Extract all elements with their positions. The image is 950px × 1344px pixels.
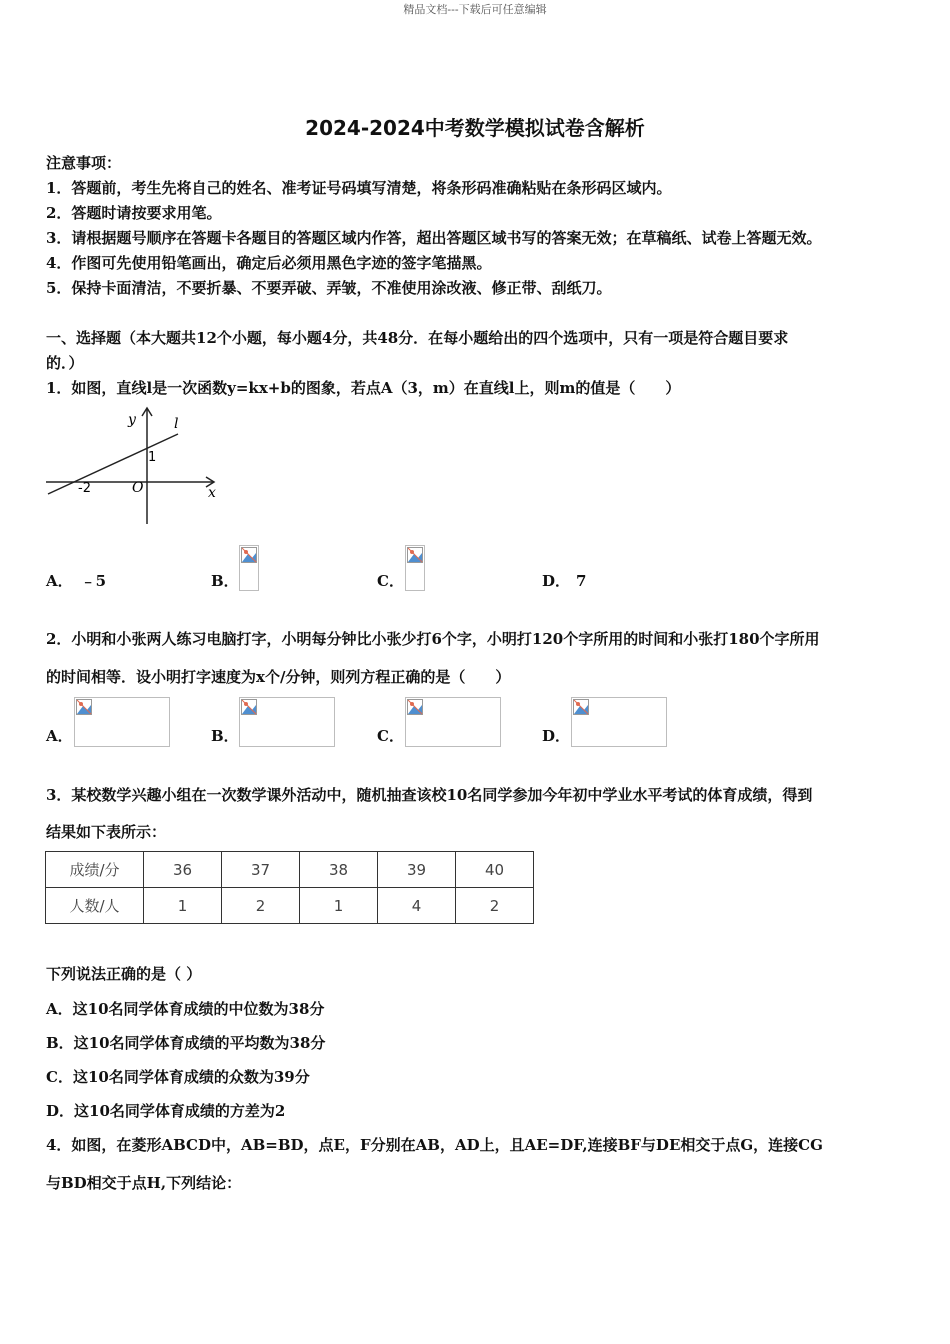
origin-label: O [132, 480, 144, 496]
table-cell: 1 [300, 888, 378, 924]
table-row [46, 852, 534, 888]
y-axis-label: y [128, 412, 136, 428]
table-cell: 成绩/分 [46, 852, 144, 888]
q2-option-b-image [239, 697, 335, 747]
q3-choice-d: D．这10名同学体育成绩的方差为2 [46, 1102, 286, 1120]
q3-choice-a: A．这10名同学体育成绩的中位数为38分 [46, 1000, 325, 1018]
table-cell: 2 [222, 888, 300, 924]
broken-image-icon [407, 547, 423, 563]
option-label: D． [542, 572, 571, 590]
notice-item: 5．保持卡面清洁，不要折暴、不要弄破、弄皱，不准使用涂改液、修正带、刮纸刀。 [46, 279, 612, 297]
section-heading-cont: 的．） [46, 354, 84, 372]
q1-option-c-label: C． [377, 572, 404, 590]
question-2-stem-cont: 的时间相等．设小明打字速度为x个/分钟，则列方程正确的是（ ） [46, 668, 511, 686]
option-text: ﹣5 [80, 572, 107, 590]
question-3-stem: 3．某校数学兴趣小组在一次数学课外活动中，随机抽查该校10名同学参加今年初中学业水平考试的体育成绩，得到 [46, 786, 813, 804]
section-heading: 一、选择题（本大题共12个小题，每小题4分，共48分．在每小题给出的四个选项中，只有一项是符合题目要求 [46, 329, 789, 347]
q2-option-d-label: D． [542, 727, 571, 745]
question-4-stem-cont: 与BD相交于点H,下列结论： [46, 1174, 242, 1192]
broken-image-icon [76, 699, 92, 715]
notice-item: 1．答题前，考生先将自己的姓名、准考证号码填写清楚，将条形码准确粘贴在条形码区域内。 [46, 179, 672, 197]
q1-option-c-image [405, 545, 425, 591]
table-cell: 40 [456, 852, 534, 888]
table-cell: 37 [222, 852, 300, 888]
question-4-stem: 4．如图，在菱形ABCD中，AB=BD，点E，F分别在AB，AD上，且AE=DF,连接BF与DE相交于点G，连接CG [46, 1136, 823, 1154]
notice-item: 3．请根据题号顺序在答题卡各题目的答题区域内作答，超出答题区域书写的答案无效；在草稿纸、试卷上答题无效。 [46, 229, 822, 247]
question-3-prompt: 下列说法正确的是（ ） [46, 965, 202, 983]
table-cell: 36 [144, 852, 222, 888]
table-cell: 38 [300, 852, 378, 888]
q1-option-a [46, 570, 106, 591]
q2-option-c-label: C． [377, 727, 404, 745]
q2-option-d-image [571, 697, 667, 747]
linear-function-graph [44, 402, 224, 530]
question-3-stem-cont: 结果如下表所示： [46, 823, 167, 841]
x-axis-label: x [208, 485, 216, 501]
table-cell: 4 [378, 888, 456, 924]
q1-option-b-image [239, 545, 259, 591]
broken-image-icon [241, 547, 257, 563]
table-cell: 1 [144, 888, 222, 924]
broken-image-icon [241, 699, 257, 715]
option-label: A． [46, 572, 73, 590]
notice-item: 4．作图可先使用铅笔画出，确定后必须用黑色字迹的签字笔描黑。 [46, 254, 492, 272]
notice-item: 2．答题时请按要求用笔。 [46, 204, 222, 222]
question-2-stem: 2．小明和小张两人练习电脑打字，小明每分钟比小张少打6个字，小明打120个字所用的时间和小张打180个字所用 [46, 630, 820, 648]
table-cell: 人数/人 [46, 888, 144, 924]
x-intercept-label: -2 [78, 481, 91, 496]
line-l-label: l [174, 416, 179, 432]
table-cell: 2 [456, 888, 534, 924]
table-row [46, 888, 534, 924]
page-title: 2024-2024中考数学模拟试卷含解析 [305, 116, 645, 140]
q2-option-a-label: A． [46, 727, 73, 745]
q2-option-b-label: B． [211, 727, 239, 745]
question-1-stem: 1．如图，直线l是一次函数y=kx+b的图象，若点A（3，m）在直线l上，则m的值是（ ） [46, 379, 681, 397]
q1-option-d [542, 570, 586, 591]
notice-heading: 注意事项： [46, 154, 122, 172]
table-cell: 39 [378, 852, 456, 888]
option-text: 7 [576, 572, 587, 590]
q3-choice-c: C．这10名同学体育成绩的众数为39分 [46, 1068, 310, 1086]
q2-option-c-image [405, 697, 501, 747]
line-l [48, 434, 178, 494]
q2-option-a-image [74, 697, 170, 747]
y-intercept-label: 1 [148, 450, 157, 465]
score-table [45, 851, 534, 924]
broken-image-icon [573, 699, 589, 715]
q3-choice-b: B．这10名同学体育成绩的平均数为38分 [46, 1034, 326, 1052]
page-header: 精品文档---下载后可任意编辑 [403, 3, 547, 16]
q1-option-b-label: B． [211, 572, 239, 590]
broken-image-icon [407, 699, 423, 715]
